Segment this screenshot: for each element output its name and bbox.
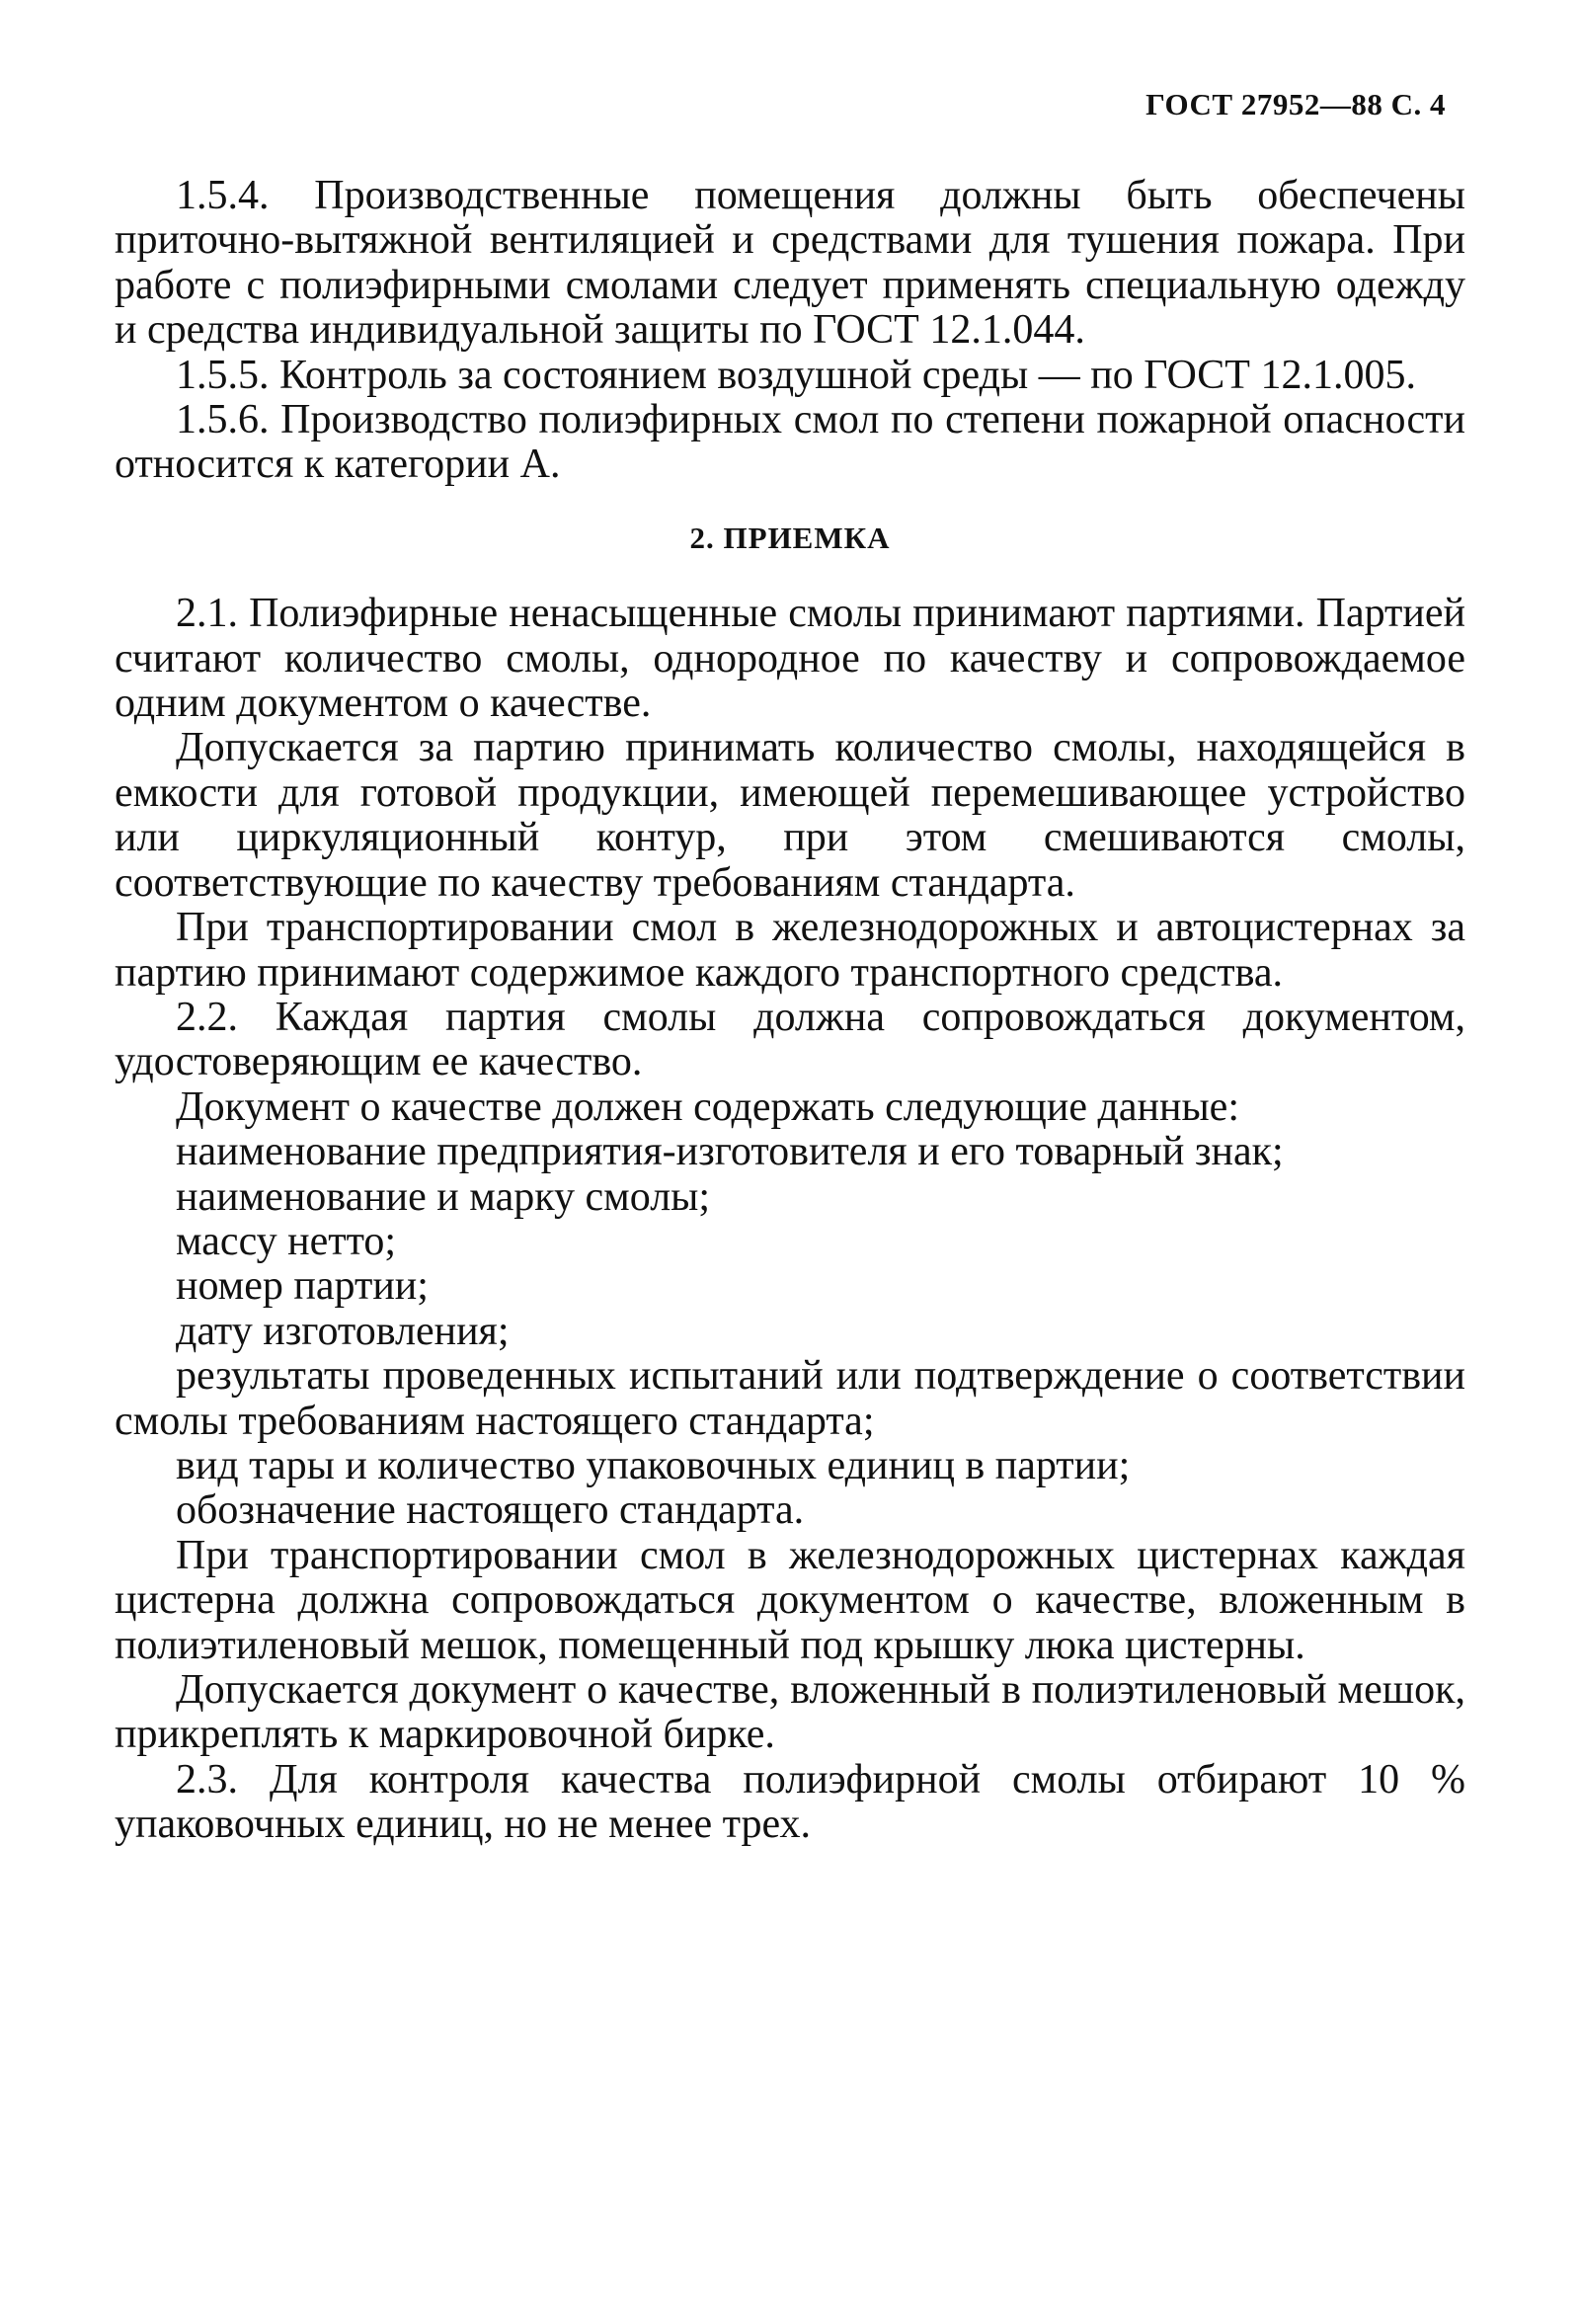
paragraph-2-3: 2.3. Для контроля качества полиэфирной смолы отбирают 10 % упаковочных единиц, но не менее трех. [115, 1756, 1465, 1848]
paragraph-1-5-6: 1.5.6. Производство полиэфирных смол по степени пожарной опасности относится к категории А. [115, 397, 1465, 488]
paragraph-2-2-intro: Документ о качестве должен содержать следующие данные: [176, 1083, 1239, 1130]
paragraph-2-2-tag: Допускается документ о качестве, вложенный в полиэтиленовый мешок, прикреплять к маркировочной бирке. [115, 1667, 1465, 1758]
paragraph-2-2-rail: При транспортировании смол в железнодорожных цистернах каждая цистерна должна сопровождаться документом о качестве, вложенным в полиэтиленовый мешок, помещенный под крышку люка цистерны. [115, 1532, 1465, 1668]
body-text [115, 174, 1465, 1848]
section-heading: 2. ПРИЕМКА [689, 520, 891, 555]
paragraph-1-5-5: 1.5.5. Контроль за состоянием воздушной среды — по ГОСТ 12.1.005. [176, 352, 1416, 398]
paragraph-2-1-transport: При транспортировании смол в железнодорожных и автоцистернах за партию принимают содержимое каждого транспортного средства. [115, 905, 1465, 996]
list-item: дату изготовления; [176, 1308, 510, 1354]
paragraph-1-5-4: 1.5.4. Производственные помещения должны быть обеспечены приточно-вытяжной вентиляцией и средствами для тушения пожара. При работе с полиэфирными смолами следует применять специальную одежду и средства индивидуальной защиты по ГОСТ 12.1.044. [115, 173, 1465, 354]
list-item: массу нетто; [176, 1218, 397, 1264]
running-header: ГОСТ 27952—88 С. 4 [1145, 87, 1446, 121]
paragraph-2-2: 2.2. Каждая партия смолы должна сопровождаться документом, удостоверяющим ее качество. [115, 994, 1465, 1085]
list-item: вид тары и количество упаковочных единиц в партии; [176, 1442, 1131, 1488]
paragraph-2-1: 2.1. Полиэфирные ненасыщенные смолы принимают партиями. Партией считают количество смолы, однородное по качеству и сопровождаемое одним документом о качестве. [115, 591, 1465, 727]
list-item: результаты проведенных испытаний или подтверждение о соответствии смолы требованиям настоящего стандарта; [115, 1353, 1465, 1444]
list-item: номер партии; [176, 1263, 429, 1310]
list-item: наименование предприятия-изготовителя и его товарный знак; [176, 1129, 1284, 1175]
list-item: наименование и марку смолы; [176, 1173, 711, 1220]
list-item: обозначение настоящего стандарта. [176, 1487, 805, 1534]
paragraph-2-1-allowed: Допускается за партию принимать количество смолы, находящейся в емкости для готовой продукции, имеющей перемешивающее устройство или циркуляционный контур, при этом смешиваются смолы, соответствующие по качеству требованиям стандарта. [115, 725, 1465, 906]
